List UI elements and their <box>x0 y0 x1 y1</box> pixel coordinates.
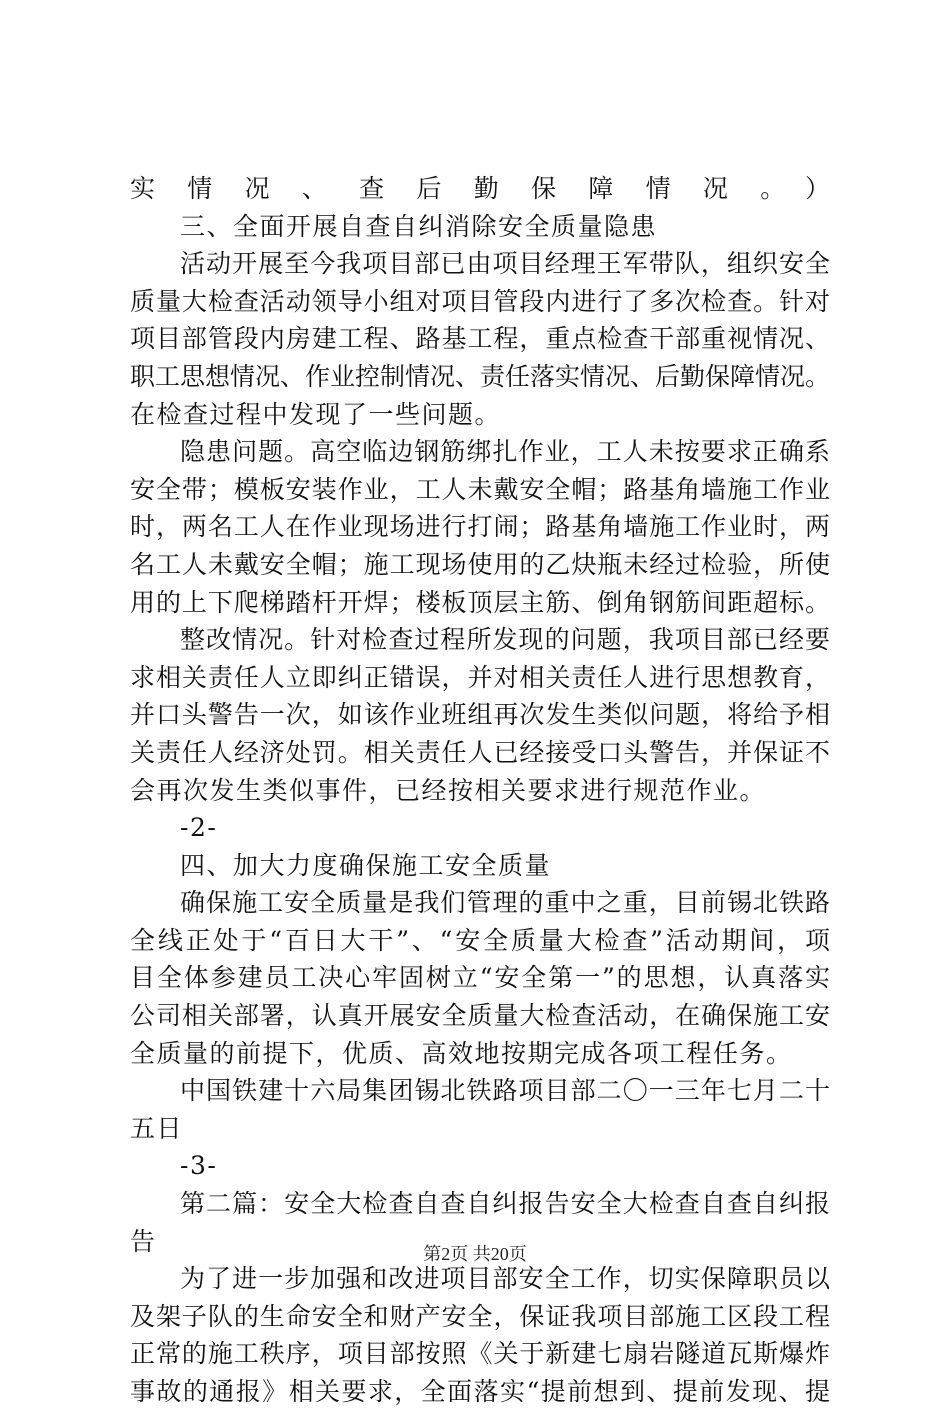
signature-line: 中国铁建十六局集团锡北铁路项目部二〇一三年七月二十 <box>180 1076 830 1106</box>
text-line: 确保施工安全质量是我们管理的重中之重，目前锡北铁路 <box>180 888 830 918</box>
signature-date: 五日 <box>130 1113 184 1143</box>
document-body <box>130 170 830 1411</box>
text-line: 全质量的前提下，优质、高效地按期完成各项工程任务。 <box>130 1038 793 1068</box>
text-line: 求相关责任人立即纠正错误，并对相关责任人进行思想教育， <box>130 662 830 692</box>
text-line: 职工思想情况、作业控制情况、责任落实情况、后勤保障情况。 <box>130 361 831 391</box>
text-line: 质量大检查活动领导小组对项目管段内进行了多次检查。针对 <box>130 286 830 316</box>
text-line: 及架子队的生命安全和财产安全，保证我项目部施工区段工程 <box>130 1301 830 1331</box>
section-heading: 三、全面开展自查自纠消除安全质量隐患 <box>180 211 658 241</box>
text-line: 事故的通报》相关要求，全面落实“提前想到、提前发现、提 <box>130 1377 830 1406</box>
text-line: 名工人未戴安全帽；施工现场使用的乙炔瓶未经过检验，所使 <box>130 549 830 579</box>
text-line: 用的上下爬梯踏杆开焊；楼板顶层主筋、倒角钢筋间距超标。 <box>130 587 830 617</box>
text-line: 时，两名工人在作业现场进行打闹；路基角墙施工作业时，两 <box>130 512 830 542</box>
text-line: 隐患问题。高空临边钢筋绑扎作业，工人未按要求正确系 <box>180 437 830 467</box>
page-marker: -3- <box>180 1151 218 1181</box>
section-heading: 四、加大力度确保施工安全质量 <box>180 850 552 880</box>
text-line: 整改情况。针对检查过程所发现的问题，我项目部已经要 <box>180 625 830 655</box>
text-line: 会再次发生类似事件，已经按相关要求进行规范作业。 <box>130 775 767 805</box>
text-line: 公司相关部署，认真开展安全质量大检查活动，在确保施工安 <box>130 1001 830 1031</box>
text-line: 并口头警告一次，如该作业班组再次发生类似问题，将给予相 <box>130 700 830 730</box>
text-line: 目全体参建员工决心牢固树立“安全第一”的思想，认真落实 <box>130 963 830 993</box>
text-line: 全线正处于“百日大干”、“安全质量大检查”活动期间，项 <box>130 925 830 955</box>
page-footer: 第2页 共20页 <box>423 1244 527 1264</box>
text-line: 正常的施工秩序，项目部按照《关于新建七扇岩隧道瓦斯爆炸 <box>130 1339 830 1369</box>
text-line: 在检查过程中发现了一些问题。 <box>130 399 502 429</box>
chapter-heading-continued: 告 <box>130 1226 157 1256</box>
page-marker: -2- <box>180 813 218 843</box>
text-line: 项目部管段内房建工程、路基工程，重点检查干部重视情况、 <box>130 324 830 354</box>
text-line: 实情况、查后勤保障情况。） <box>130 174 830 203</box>
text-line: 为了进一步加强和改进项目部安全工作，切实保障职员以 <box>180 1264 830 1294</box>
chapter-heading: 第二篇：安全大检查自查自纠报告安全大检查自查自纠报 <box>180 1189 830 1219</box>
text-line: 关责任人经济处罚。相关责任人已经接受口头警告，并保证不 <box>130 737 830 767</box>
text-line: 安全带；模板安装作业，工人未戴安全帽；路基角墙施工作业 <box>130 474 830 504</box>
text-line: 活动开展至今我项目部已由项目经理王军带队，组织安全 <box>180 249 830 279</box>
